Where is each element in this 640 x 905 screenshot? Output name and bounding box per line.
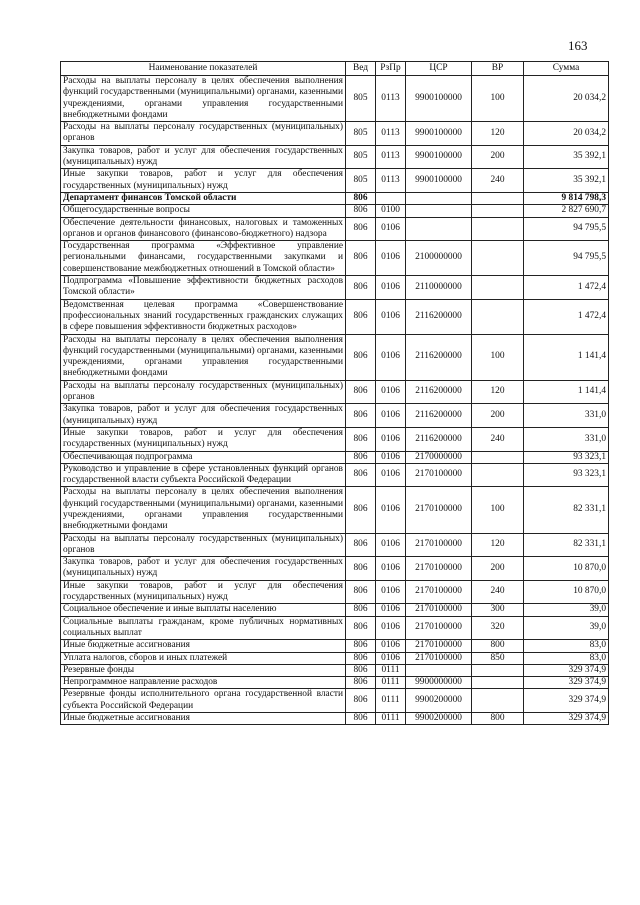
table-row bbox=[61, 677, 609, 689]
cell-ved: 806 bbox=[346, 463, 376, 487]
table-row bbox=[61, 169, 609, 193]
cell-ved: 806 bbox=[346, 652, 376, 664]
cell-csr: 2170100000 bbox=[406, 652, 472, 664]
cell-name: Ведомственная целевая программа «Совершенствование профессиональных знаний государственных гражданских служащих в сфере повышения эффективности бюджетных расходов» bbox=[61, 299, 346, 334]
cell-rzpr: 0111 bbox=[376, 677, 406, 689]
cell-sum: 93 323,1 bbox=[524, 451, 609, 463]
cell-rzpr: 0111 bbox=[376, 664, 406, 676]
cell-ved: 806 bbox=[346, 451, 376, 463]
cell-name: Иные закупки товаров, работ и услуг для обеспечения государственных (муниципальных) нужд bbox=[61, 580, 346, 604]
cell-name: Общегосударственные вопросы bbox=[61, 205, 346, 217]
cell-name: Расходы на выплаты персоналу в целях обеспечения выполнения функций государственными (муниципальными) органами, казенными учреждениями, органами управления государственными внебюджетными фондами bbox=[61, 487, 346, 533]
cell-rzpr: 0106 bbox=[376, 276, 406, 300]
cell-csr: 2100000000 bbox=[406, 241, 472, 276]
cell-ved: 806 bbox=[346, 557, 376, 581]
cell-csr bbox=[406, 192, 472, 204]
cell-ved: 806 bbox=[346, 192, 376, 204]
cell-sum: 331,0 bbox=[524, 427, 609, 451]
cell-name: Непрограммное направление расходов bbox=[61, 677, 346, 689]
cell-ved: 805 bbox=[346, 76, 376, 122]
cell-ved: 806 bbox=[346, 299, 376, 334]
cell-vr: 120 bbox=[472, 380, 524, 404]
cell-name: Закупка товаров, работ и услуг для обеспечения государственных (муниципальных) нужд bbox=[61, 145, 346, 169]
cell-ved: 806 bbox=[346, 334, 376, 380]
table-row bbox=[61, 145, 609, 169]
cell-name: Закупка товаров, работ и услуг для обеспечения государственных (муниципальных) нужд bbox=[61, 557, 346, 581]
cell-sum: 35 392,1 bbox=[524, 145, 609, 169]
cell-ved: 806 bbox=[346, 677, 376, 689]
cell-csr: 9900100000 bbox=[406, 169, 472, 193]
cell-name: Закупка товаров, работ и услуг для обеспечения государственных (муниципальных) нужд bbox=[61, 404, 346, 428]
cell-sum: 35 392,1 bbox=[524, 169, 609, 193]
cell-ved: 806 bbox=[346, 217, 376, 241]
cell-rzpr: 0106 bbox=[376, 217, 406, 241]
cell-name: Департамент финансов Томской области bbox=[61, 192, 346, 204]
cell-sum: 2 827 690,7 bbox=[524, 205, 609, 217]
cell-sum: 94 795,5 bbox=[524, 217, 609, 241]
header-vr: ВР bbox=[472, 62, 524, 76]
table-body bbox=[61, 76, 609, 725]
cell-name: Подпрограмма «Повышение эффективности бюджетных расходов Томской области» bbox=[61, 276, 346, 300]
cell-csr: 2116200000 bbox=[406, 380, 472, 404]
cell-name: Расходы на выплаты персоналу государственных (муниципальных) органов bbox=[61, 380, 346, 404]
cell-csr: 2170100000 bbox=[406, 640, 472, 652]
table-row bbox=[61, 557, 609, 581]
table-row bbox=[61, 241, 609, 276]
cell-csr: 9900100000 bbox=[406, 145, 472, 169]
cell-name: Иные бюджетные ассигнования bbox=[61, 713, 346, 725]
cell-csr: 2116200000 bbox=[406, 334, 472, 380]
header-sum: Сумма bbox=[524, 62, 609, 76]
table-row bbox=[61, 580, 609, 604]
cell-sum: 9 814 798,3 bbox=[524, 192, 609, 204]
cell-vr: 120 bbox=[472, 533, 524, 557]
cell-vr bbox=[472, 276, 524, 300]
table-row bbox=[61, 299, 609, 334]
cell-sum: 10 870,0 bbox=[524, 580, 609, 604]
cell-sum: 39,0 bbox=[524, 604, 609, 616]
cell-vr bbox=[472, 664, 524, 676]
cell-vr: 240 bbox=[472, 580, 524, 604]
cell-rzpr: 0106 bbox=[376, 604, 406, 616]
cell-ved: 806 bbox=[346, 380, 376, 404]
table-row bbox=[61, 689, 609, 713]
cell-sum: 83,0 bbox=[524, 652, 609, 664]
cell-sum: 1 141,4 bbox=[524, 380, 609, 404]
cell-ved: 806 bbox=[346, 276, 376, 300]
cell-csr: 2116200000 bbox=[406, 427, 472, 451]
cell-sum: 83,0 bbox=[524, 640, 609, 652]
cell-sum: 82 331,1 bbox=[524, 487, 609, 533]
table-row bbox=[61, 276, 609, 300]
table-row bbox=[61, 463, 609, 487]
cell-name: Обеспечивающая подпрограмма bbox=[61, 451, 346, 463]
cell-name: Уплата налогов, сборов и иных платежей bbox=[61, 652, 346, 664]
cell-vr: 100 bbox=[472, 487, 524, 533]
cell-rzpr: 0106 bbox=[376, 487, 406, 533]
cell-ved: 806 bbox=[346, 404, 376, 428]
cell-name: Расходы на выплаты персоналу государственных (муниципальных) органов bbox=[61, 533, 346, 557]
cell-vr bbox=[472, 463, 524, 487]
cell-sum: 1 472,4 bbox=[524, 299, 609, 334]
cell-ved: 806 bbox=[346, 640, 376, 652]
cell-csr: 2170100000 bbox=[406, 580, 472, 604]
table-row bbox=[61, 664, 609, 676]
cell-ved: 805 bbox=[346, 169, 376, 193]
cell-sum: 94 795,5 bbox=[524, 241, 609, 276]
cell-sum: 39,0 bbox=[524, 616, 609, 640]
cell-ved: 806 bbox=[346, 664, 376, 676]
cell-rzpr: 0106 bbox=[376, 616, 406, 640]
cell-name: Руководство и управление в сфере установленных функций органов государственной власти субъекта Российской Федерации bbox=[61, 463, 346, 487]
cell-rzpr: 0106 bbox=[376, 652, 406, 664]
cell-rzpr: 0106 bbox=[376, 427, 406, 451]
cell-vr: 100 bbox=[472, 334, 524, 380]
cell-csr: 2170100000 bbox=[406, 557, 472, 581]
table-row bbox=[61, 713, 609, 725]
cell-rzpr: 0113 bbox=[376, 145, 406, 169]
cell-vr: 800 bbox=[472, 640, 524, 652]
cell-name: Иные бюджетные ассигнования bbox=[61, 640, 346, 652]
budget-table bbox=[60, 61, 609, 725]
cell-name: Иные закупки товаров, работ и услуг для обеспечения государственных (муниципальных) нужд bbox=[61, 169, 346, 193]
cell-vr: 200 bbox=[472, 404, 524, 428]
cell-sum: 331,0 bbox=[524, 404, 609, 428]
cell-ved: 806 bbox=[346, 487, 376, 533]
cell-csr: 2170100000 bbox=[406, 487, 472, 533]
cell-rzpr: 0100 bbox=[376, 205, 406, 217]
cell-sum: 10 870,0 bbox=[524, 557, 609, 581]
cell-csr: 9900200000 bbox=[406, 713, 472, 725]
table-row bbox=[61, 451, 609, 463]
cell-rzpr: 0106 bbox=[376, 299, 406, 334]
cell-ved: 806 bbox=[346, 689, 376, 713]
table-row bbox=[61, 652, 609, 664]
cell-name: Расходы на выплаты персоналу в целях обеспечения выполнения функций государственными (муниципальными) органами, казенными учреждениями, органами управления государственными внебюджетными фондами bbox=[61, 334, 346, 380]
cell-sum: 20 034,2 bbox=[524, 76, 609, 122]
cell-ved: 805 bbox=[346, 122, 376, 146]
cell-ved: 806 bbox=[346, 205, 376, 217]
cell-rzpr: 0113 bbox=[376, 122, 406, 146]
cell-rzpr: 0113 bbox=[376, 169, 406, 193]
cell-rzpr: 0106 bbox=[376, 640, 406, 652]
header-csr: ЦСР bbox=[406, 62, 472, 76]
cell-name: Иные закупки товаров, работ и услуг для обеспечения государственных (муниципальных) нужд bbox=[61, 427, 346, 451]
cell-name: Резервные фонды bbox=[61, 664, 346, 676]
cell-csr: 9900000000 bbox=[406, 677, 472, 689]
cell-csr: 2170100000 bbox=[406, 463, 472, 487]
cell-ved: 806 bbox=[346, 241, 376, 276]
cell-sum: 329 374,9 bbox=[524, 664, 609, 676]
table-row bbox=[61, 533, 609, 557]
table-row bbox=[61, 122, 609, 146]
cell-ved: 806 bbox=[346, 604, 376, 616]
cell-sum: 82 331,1 bbox=[524, 533, 609, 557]
cell-vr bbox=[472, 192, 524, 204]
cell-rzpr: 0111 bbox=[376, 713, 406, 725]
cell-csr: 9900100000 bbox=[406, 122, 472, 146]
cell-sum: 329 374,9 bbox=[524, 713, 609, 725]
table-row bbox=[61, 487, 609, 533]
cell-vr bbox=[472, 205, 524, 217]
cell-ved: 805 bbox=[346, 145, 376, 169]
cell-name: Государственная программа «Эффективное управление региональными финансами, государственными закупками и совершенствование межбюджетных отношений в Томской области» bbox=[61, 241, 346, 276]
cell-rzpr: 0106 bbox=[376, 451, 406, 463]
cell-rzpr: 0106 bbox=[376, 241, 406, 276]
cell-ved: 806 bbox=[346, 713, 376, 725]
table-row bbox=[61, 427, 609, 451]
cell-rzpr: 0106 bbox=[376, 463, 406, 487]
table-row bbox=[61, 604, 609, 616]
cell-csr: 2170100000 bbox=[406, 616, 472, 640]
cell-vr: 120 bbox=[472, 122, 524, 146]
table-header-row bbox=[61, 62, 609, 76]
header-rzpr: РзПр bbox=[376, 62, 406, 76]
cell-sum: 20 034,2 bbox=[524, 122, 609, 146]
cell-vr bbox=[472, 677, 524, 689]
cell-csr bbox=[406, 217, 472, 241]
cell-rzpr bbox=[376, 192, 406, 204]
cell-vr bbox=[472, 299, 524, 334]
cell-rzpr: 0111 bbox=[376, 689, 406, 713]
cell-vr: 300 bbox=[472, 604, 524, 616]
cell-rzpr: 0106 bbox=[376, 533, 406, 557]
cell-sum: 1 472,4 bbox=[524, 276, 609, 300]
cell-sum: 93 323,1 bbox=[524, 463, 609, 487]
cell-csr: 2170100000 bbox=[406, 533, 472, 557]
table-row bbox=[61, 334, 609, 380]
cell-vr bbox=[472, 451, 524, 463]
cell-sum: 329 374,9 bbox=[524, 677, 609, 689]
cell-vr: 200 bbox=[472, 557, 524, 581]
cell-ved: 806 bbox=[346, 616, 376, 640]
cell-csr: 2170100000 bbox=[406, 604, 472, 616]
cell-name: Расходы на выплаты персоналу государственных (муниципальных) органов bbox=[61, 122, 346, 146]
header-ved: Вед bbox=[346, 62, 376, 76]
cell-vr: 200 bbox=[472, 145, 524, 169]
cell-vr bbox=[472, 217, 524, 241]
cell-csr: 9900200000 bbox=[406, 689, 472, 713]
cell-ved: 806 bbox=[346, 427, 376, 451]
cell-csr: 2110000000 bbox=[406, 276, 472, 300]
cell-vr: 800 bbox=[472, 713, 524, 725]
cell-vr bbox=[472, 241, 524, 276]
cell-rzpr: 0106 bbox=[376, 557, 406, 581]
cell-csr: 9900100000 bbox=[406, 76, 472, 122]
cell-rzpr: 0106 bbox=[376, 580, 406, 604]
cell-rzpr: 0113 bbox=[376, 76, 406, 122]
cell-name: Расходы на выплаты персоналу в целях обеспечения выполнения функций государственными (муниципальными) органами, казенными учреждениями, органами управления государственными внебюджетными фондами bbox=[61, 76, 346, 122]
cell-name: Резервные фонды исполнительного органа государственной власти субъекта Российской Федерации bbox=[61, 689, 346, 713]
cell-csr: 2116200000 bbox=[406, 404, 472, 428]
cell-csr bbox=[406, 664, 472, 676]
cell-ved: 806 bbox=[346, 533, 376, 557]
cell-vr: 320 bbox=[472, 616, 524, 640]
header-name: Наименование показателей bbox=[61, 62, 346, 76]
cell-csr bbox=[406, 205, 472, 217]
table-row bbox=[61, 217, 609, 241]
table-row bbox=[61, 616, 609, 640]
cell-rzpr: 0106 bbox=[376, 404, 406, 428]
table-row bbox=[61, 205, 609, 217]
cell-rzpr: 0106 bbox=[376, 334, 406, 380]
cell-name: Социальные выплаты гражданам, кроме публичных нормативных социальных выплат bbox=[61, 616, 346, 640]
table-row bbox=[61, 640, 609, 652]
table-row bbox=[61, 404, 609, 428]
cell-vr: 850 bbox=[472, 652, 524, 664]
cell-vr: 240 bbox=[472, 169, 524, 193]
cell-sum: 1 141,4 bbox=[524, 334, 609, 380]
page-number: 163 bbox=[568, 38, 588, 53]
cell-ved: 806 bbox=[346, 580, 376, 604]
table-row bbox=[61, 380, 609, 404]
cell-vr: 240 bbox=[472, 427, 524, 451]
cell-name: Социальное обеспечение и иные выплаты населению bbox=[61, 604, 346, 616]
cell-sum: 329 374,9 bbox=[524, 689, 609, 713]
table-row bbox=[61, 76, 609, 122]
cell-csr: 2170000000 bbox=[406, 451, 472, 463]
cell-rzpr: 0106 bbox=[376, 380, 406, 404]
cell-csr: 2116200000 bbox=[406, 299, 472, 334]
cell-vr: 100 bbox=[472, 76, 524, 122]
cell-vr bbox=[472, 689, 524, 713]
cell-name: Обеспечение деятельности финансовых, налоговых и таможенных органов и органов финансового (финансово-бюджетного) надзора bbox=[61, 217, 346, 241]
table-row bbox=[61, 192, 609, 204]
